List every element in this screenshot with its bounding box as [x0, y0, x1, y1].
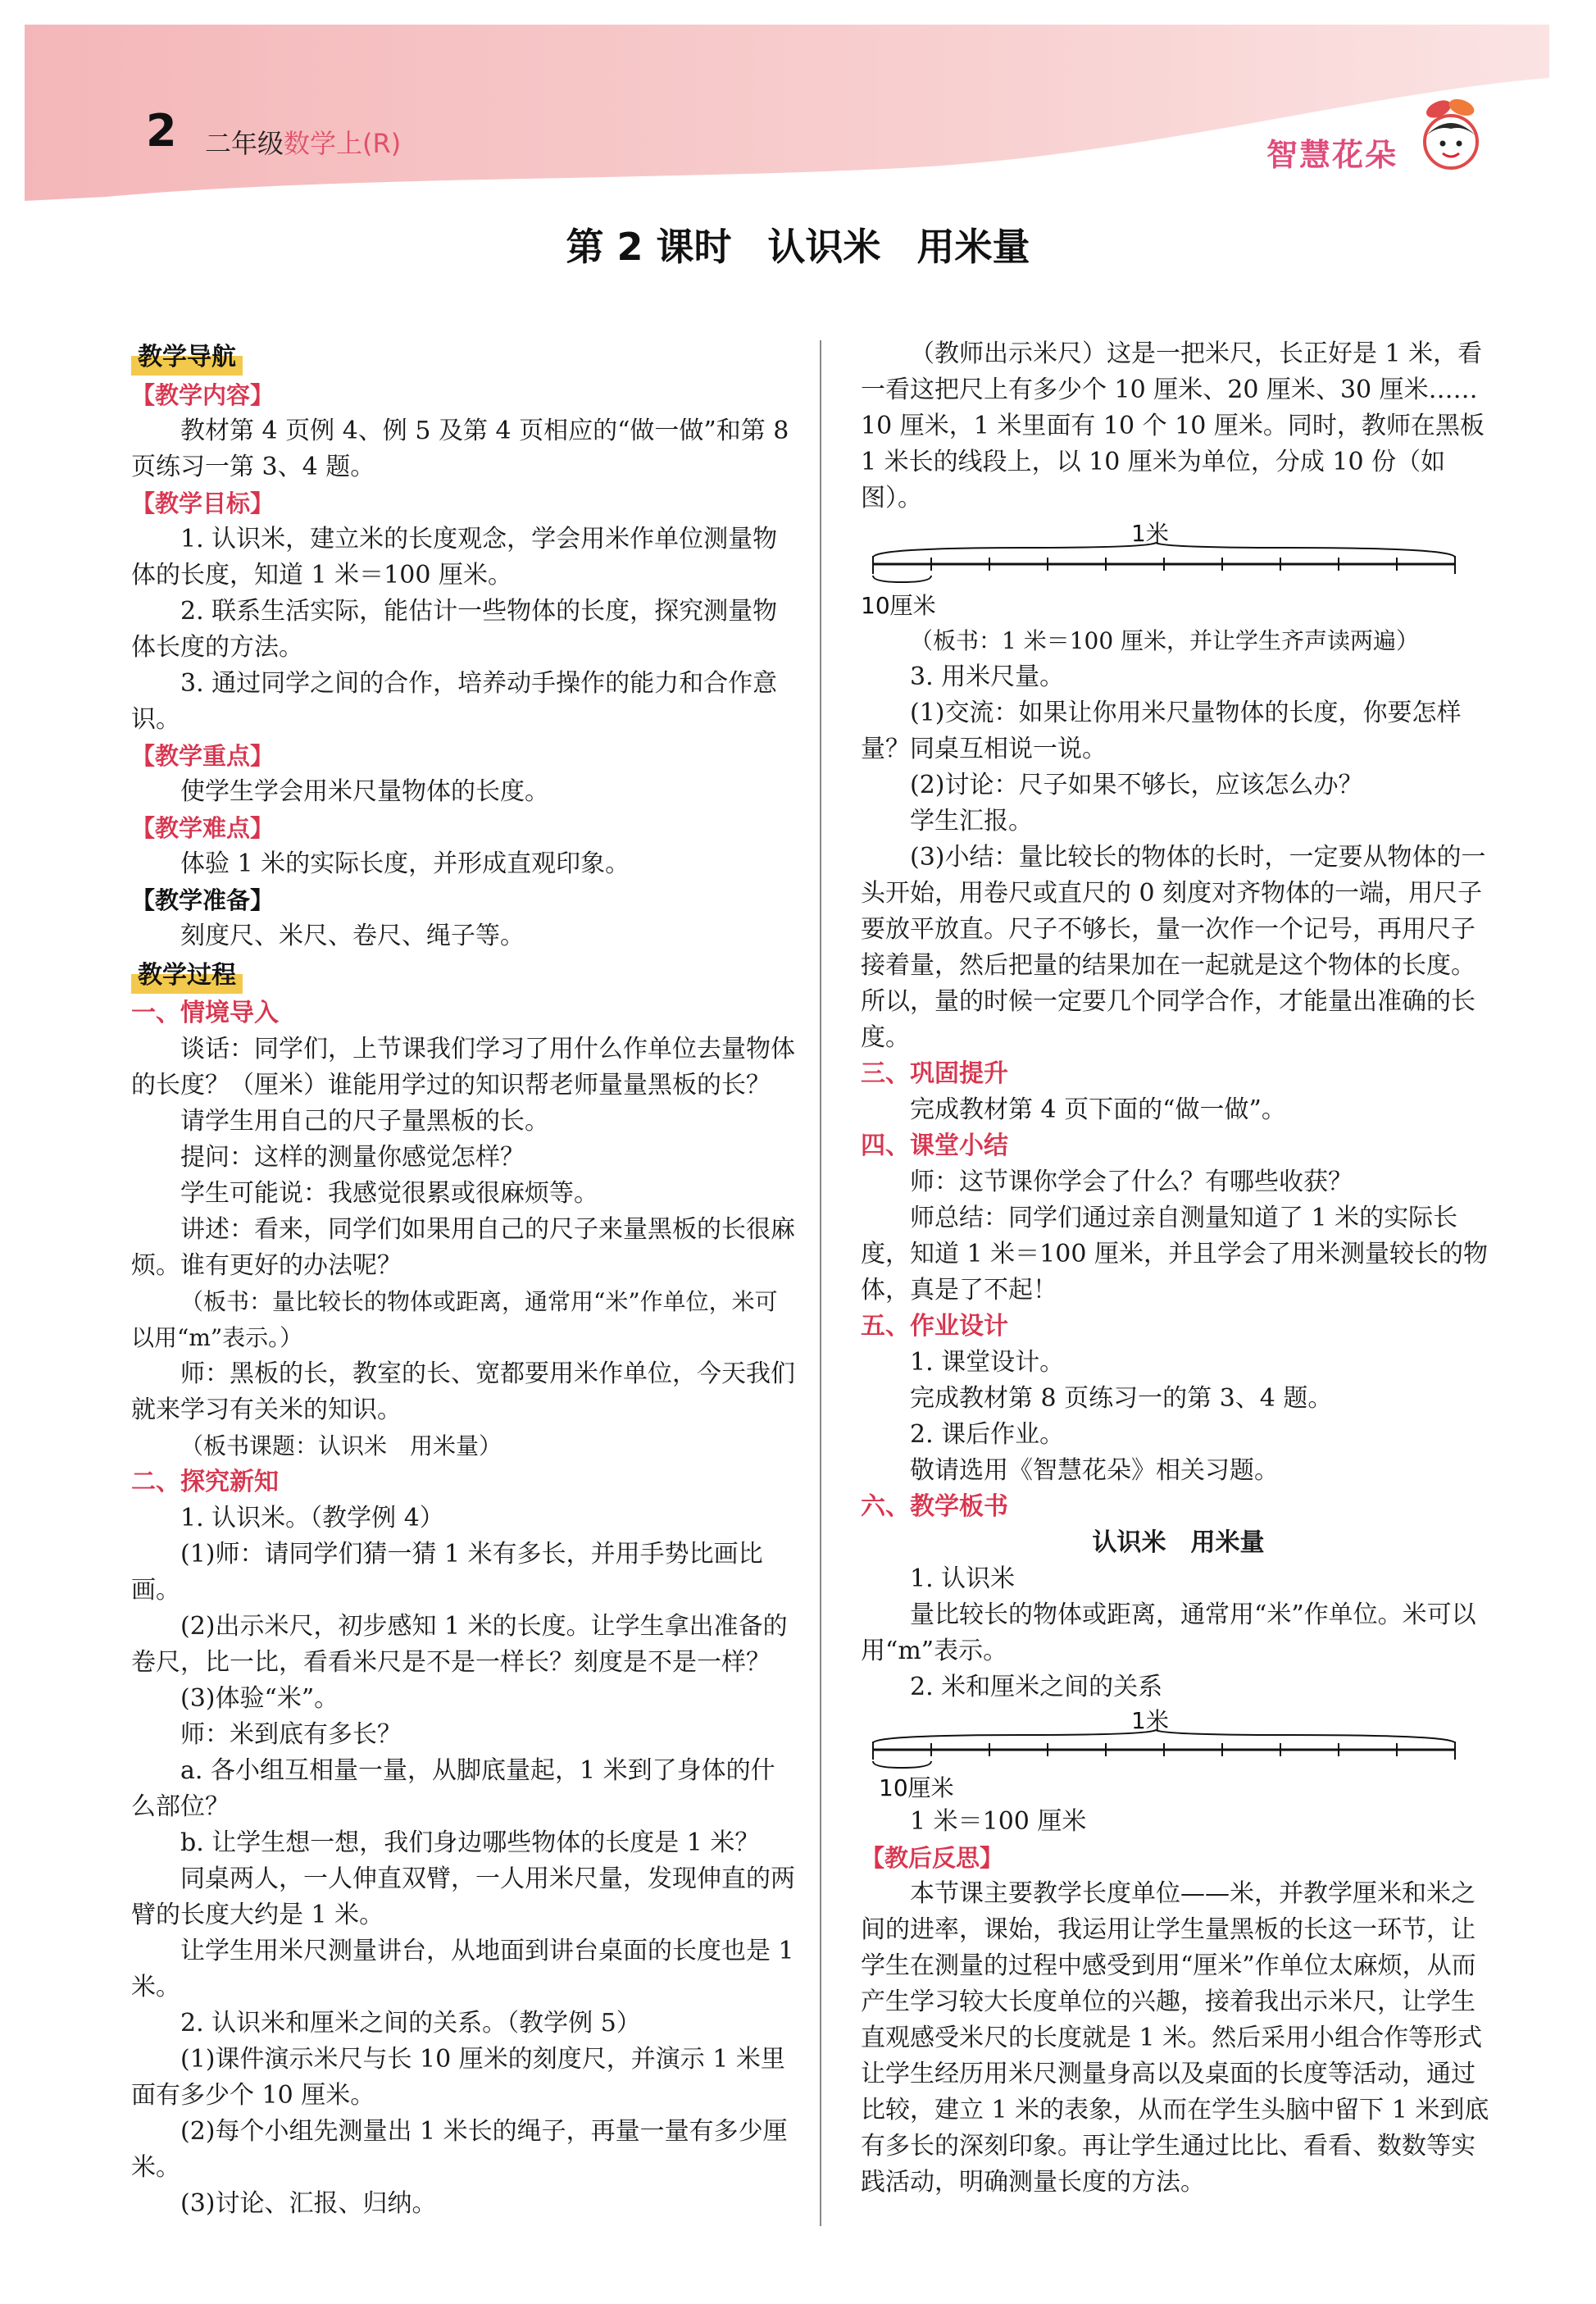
- s2-p1: 1. 认识米。（教学例 4）: [180, 1504, 444, 1532]
- meter-ruler-diagram-1: [861, 517, 1496, 623]
- grade-label: [205, 123, 401, 161]
- r-p7: (3)小结：量比较长的物体的长时，一定要从物体的一头开始，用卷尺或直尺的 0 刻度对齐物体的一端，用尺子要放平放直。尺子不够长，量一次作一个记号，再用尺子接着量，然后把量的结果加在一起就是这个物体的长度。所以，量的时候一定要几个同学合作，才能量出准确的长度。: [861, 843, 1486, 1052]
- prep-text: 刻度尺、米尺、卷尺、绳子等。: [180, 922, 525, 950]
- content-text: 教材第 4 页例 4、例 5 及第 4 页相应的“做一做”和第 8 页练习一第 3、4 题。: [131, 417, 789, 481]
- reflection-tag: 【教后反思】: [861, 1844, 1004, 1872]
- section-2-title: 二、探究新知: [131, 1468, 279, 1496]
- s2-p7: b. 让学生想一想，我们身边哪些物体的长度是 1 米？: [180, 1828, 760, 1857]
- section-5-title: 五、作业设计: [861, 1312, 1008, 1341]
- s5-p4: 敬请选用《智慧花朵》相关习题。: [910, 1456, 1279, 1485]
- s1-p6: （板书：量比较长的物体或距离，通常用“米”作单位，米可以用“m”表示。）: [131, 1288, 778, 1351]
- board-title: 认识米 用米量: [1092, 1528, 1265, 1557]
- ruler1-bottom-label: 10厘米: [861, 592, 936, 619]
- subject-text: 数学上(R): [284, 128, 402, 159]
- page-number: 2: [146, 105, 177, 157]
- goal-3: 3. 通过同学之间的合作，培养动手操作的能力和合作意识。: [131, 669, 778, 734]
- s2-p13: (3)讨论、汇报、归纳。: [180, 2189, 437, 2218]
- section-6-title: 六、教学板书: [861, 1492, 1008, 1521]
- s5-p3: 2. 课后作业。: [910, 1420, 1065, 1449]
- s1-p2: 请学生用自己的尺子量黑板的长。: [180, 1107, 549, 1136]
- s4-p1: 师：这节课你学会了什么？有哪些收获？: [910, 1168, 1353, 1196]
- r-p4: (1)交流：如果让你用米尺量物体的长度，你要怎样量？同桌互相说一说。: [861, 699, 1462, 763]
- brand-name: 智慧花朵: [1266, 137, 1398, 173]
- board-p1: 1. 认识米: [910, 1564, 1016, 1593]
- s5-p1: 1. 课堂设计。: [910, 1348, 1065, 1377]
- goal-2: 2. 联系生活实际，能估计一些物体的长度，探究测量物体长度的方法。: [131, 597, 778, 662]
- topic-1: 认识米: [767, 225, 881, 269]
- ruler1-top-label: 1米: [1131, 520, 1169, 547]
- s1-p8: （板书课题：认识米 用米量）: [180, 1432, 502, 1459]
- topic-2: 用米量: [916, 225, 1030, 269]
- page-title: [0, 217, 1596, 271]
- s1-p7: 师：黑板的长，教室的长、宽都要用米作单位，今天我们就来学习有关米的知识。: [131, 1359, 795, 1424]
- board-p3: 2. 米和厘米之间的关系: [910, 1673, 1163, 1701]
- section-3-title: 三、巩固提升: [861, 1059, 1008, 1088]
- s4-p2: 师总结：同学们通过亲自测量知道了 1 米的实际长度，知道 1 米＝100 厘米，并且学会了用米测量较长的物体，真是了不起！: [861, 1204, 1488, 1305]
- section-1-title: 一、情境导入: [131, 999, 279, 1027]
- r-p1: （教师出示米尺）这是一把米尺，长正好是 1 米，看一看这把尺上有多少个 10 厘米、20 厘米、30 厘米……10 厘米，1 米里面有 10 个 10 厘米。同时，教师在黑板 1 米长的线段上，以 10 厘米为单位，分成 10 份（如图）。: [861, 339, 1485, 512]
- board-p4: 1 米＝100 厘米: [910, 1807, 1087, 1836]
- goals-tag: 【教学目标】: [131, 489, 275, 517]
- nav-badge: 教学导航: [131, 339, 243, 376]
- ruler2-bottom-label: 10厘米: [879, 1774, 954, 1801]
- content-tag: 【教学内容】: [131, 381, 275, 409]
- column-divider: [820, 340, 821, 2226]
- s2-p12: (2)每个小组先测量出 1 米长的绳子，再量一量有多少厘米。: [131, 2117, 788, 2182]
- r-p5: (2)讨论：尺子如果不够长，应该怎么办？: [910, 771, 1363, 799]
- s5-p2: 完成教材第 8 页练习一的第 3、4 题。: [910, 1384, 1333, 1413]
- meter-ruler-diagram-2: [861, 1705, 1496, 1804]
- reflection-text: 本节课主要教学长度单位——米，并教学厘米和米之间的进率，课始，我运用让学生量黑板的长这一环节，让学生在测量的过程中感受到用“厘米”作单位太麻烦，从而产生学习较大长度单位的兴趣，接着我出示米尺，让学生直观感受米尺的长度就是 1 米。然后采用小组合作等形式让学生经历用米尺测量身高以及桌面的长度等活动，通过比较，建立 1 米的表象，从而在学生头脑中留下 1 米到底有多长的深刻印象。再让学生通过比比、看看、数数等实践活动，明确测量长度的方法。: [861, 1879, 1489, 2197]
- prep-tag: 【教学准备】: [131, 886, 275, 914]
- s2-p9: 让学生用米尺测量讲台，从地面到讲台桌面的长度也是 1 米。: [131, 1937, 794, 2001]
- r-p3: 3. 用米尺量。: [910, 663, 1065, 691]
- grade-text: 二年级: [205, 128, 284, 159]
- right-column: [861, 336, 1496, 2201]
- s2-p11: (1)课件演示米尺与长 10 厘米的刻度尺，并演示 1 米里面有多少个 10 厘米。: [131, 2045, 785, 2110]
- r-p2: （板书：1 米＝100 厘米，并让学生齐声读两遍）: [910, 627, 1420, 654]
- section-4-title: 四、课堂小结: [861, 1132, 1008, 1160]
- s1-p4: 学生可能说：我感觉很累或很麻烦等。: [180, 1179, 598, 1208]
- board-p2: 量比较长的物体或距离，通常用“米”作单位。米可以用“m”表示。: [861, 1601, 1476, 1665]
- s2-p6: a. 各小组互相量一量，从脚底量起，1 米到了身体的什么部位？: [131, 1756, 775, 1821]
- goal-1: 1. 认识米，建立米的长度观念，学会用米作单位测量物体的长度，知道 1 米＝100 厘米。: [131, 525, 778, 590]
- s2-p4: (3)体验“米”。: [180, 1684, 339, 1713]
- left-column: [131, 336, 795, 2222]
- s3-p1: 完成教材第 4 页下面的“做一做”。: [910, 1095, 1286, 1124]
- mascot-icon: [1414, 94, 1488, 176]
- ruler2-top-label: 1米: [1131, 1707, 1169, 1734]
- difficulty-text: 体验 1 米的实际长度，并形成直观印象。: [180, 849, 630, 878]
- difficulty-tag: 【教学难点】: [131, 814, 275, 842]
- s1-p3: 提问：这样的测量你感觉怎样？: [180, 1143, 525, 1172]
- s2-p5: 师：米到底有多长？: [180, 1720, 402, 1749]
- s1-p1: 谈话：同学们，上节课我们学习了用什么作单位去量物体的长度？（厘米）谁能用学过的知识帮老师量量黑板的长？: [131, 1035, 795, 1100]
- header-banner: [0, 0, 1596, 213]
- key-tag: 【教学重点】: [131, 742, 275, 770]
- s2-p3: (2)出示米尺，初步感知 1 米的长度。让学生拿出准备的卷尺，比一比，看看米尺是不是一样长？刻度是不是一样？: [131, 1612, 788, 1677]
- process-badge: 教学过程: [131, 958, 243, 994]
- s2-p8: 同桌两人，一人伸直双臂，一人用米尺量，发现伸直的两臂的长度大约是 1 米。: [131, 1865, 795, 1929]
- r-p6: 学生汇报。: [910, 807, 1033, 836]
- s2-p2: (1)师：请同学们猜一猜 1 米有多长，并用手势比画比画。: [131, 1540, 763, 1605]
- key-text: 使学生学会用米尺量物体的长度。: [180, 777, 549, 806]
- lesson-number: 第 2 课时: [566, 225, 732, 269]
- s2-p10: 2. 认识米和厘米之间的关系。（教学例 5）: [180, 2009, 641, 2038]
- s1-p5: 讲述：看来，同学们如果用自己的尺子来量黑板的长很麻烦。谁有更好的办法呢？: [131, 1215, 795, 1280]
